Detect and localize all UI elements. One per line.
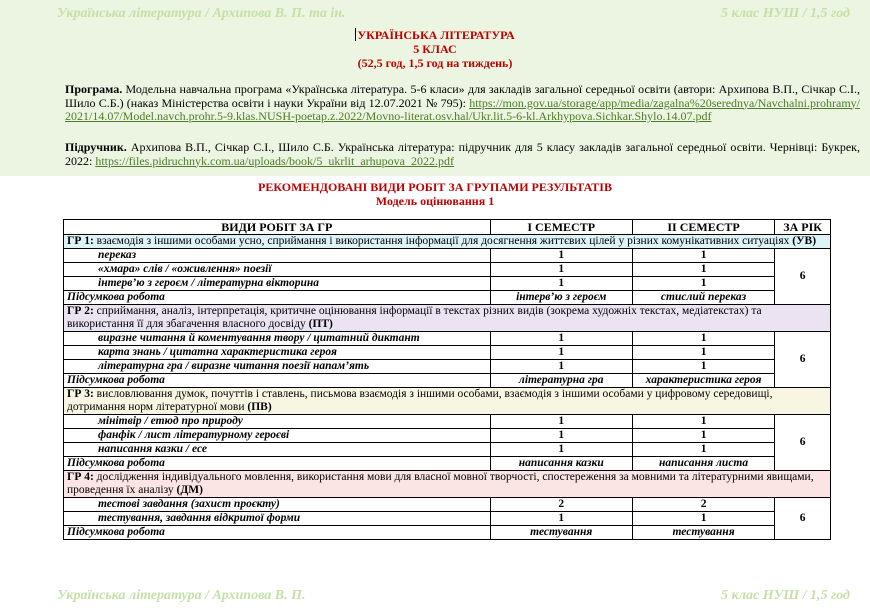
sem2-count: 1 [632, 346, 774, 360]
title-line-2: 5 КЛАС [413, 42, 457, 56]
year-total: 6 [775, 332, 831, 388]
textbook-paragraph [65, 141, 860, 168]
program-text: Модельна навчальна програма «Українська література. 5-6 класи» для закладів загальної середньої освіти (автори: Архипова В.П., Січкар С.І., Шило С.Б.) (наказ Міністерства освіти і науки України від 12.07.2021 № 795): [65, 82, 860, 110]
sem2-count: 1 [632, 277, 774, 291]
sem1-count: 1 [490, 429, 632, 443]
sem2-count: 1 [632, 443, 774, 457]
sem1-count: 1 [490, 346, 632, 360]
col-header-sem2: ІІ СЕМЕСТР [632, 220, 774, 235]
col-header-types: ВИДИ РОБІТ ЗА ГР [64, 220, 491, 235]
work-type: мінітвір / етюд про природу [64, 415, 491, 429]
table-row [64, 332, 831, 346]
table-row [64, 498, 831, 512]
sem1-count: 1 [490, 277, 632, 291]
summary-sem1: написання казки [490, 457, 632, 471]
group-row [64, 305, 831, 332]
sem2-count: 2 [632, 498, 774, 512]
group-description: ГР 2: сприймання, аналіз, інтерпретація, критичне оцінювання інформації в текстах різних видів (зокрема художніх текстах, медіатекстах) та використання її для збагачення власного досвіду (ПТ) [64, 305, 831, 332]
table-row [64, 360, 831, 374]
summary-label: Підсумкова робота [64, 291, 491, 305]
section-subtitle: Модель оцінювання 1 [375, 194, 495, 208]
sem2-count: 1 [632, 360, 774, 374]
summary-sem2: написання листа [632, 457, 774, 471]
table-row [64, 249, 831, 263]
work-type: переказ [64, 249, 491, 263]
work-type: карта знань / цитатна характеристика героя [64, 346, 491, 360]
table-row [64, 512, 831, 526]
sem2-count: 1 [632, 429, 774, 443]
table-row [64, 277, 831, 291]
work-type: фанфік / лист літературному героєві [64, 429, 491, 443]
sem2-count: 1 [632, 415, 774, 429]
group-description: ГР 3: висловлювання думок, почуттів і ставлень, письмова взаємодія з іншими особами, взаємодія з іншими особами у цифровому середовищі, дотримання норм літературної мови (ПВ) [64, 388, 831, 415]
sem2-count: 1 [632, 332, 774, 346]
summary-label: Підсумкова робота [64, 374, 491, 388]
sem2-count: 1 [632, 249, 774, 263]
sem2-count: 1 [632, 263, 774, 277]
table-header-row [64, 220, 831, 235]
textbook-link[interactable]: https://files.pidruchnyk.com.ua/uploads/book/5_ukrlit_arhupova_2022.pdf [95, 153, 454, 168]
summary-sem2: характеристика героя [632, 374, 774, 388]
table-row [64, 415, 831, 429]
sem1-count: 1 [490, 263, 632, 277]
group-description: ГР 4: дослідження індивідуального мовлення, використання мови для власної мовної творчості, спостереження за мовними та літературними явищами, проведення їх аналізу (ДМ) [64, 471, 831, 498]
year-total: 6 [775, 249, 831, 305]
group-row [64, 235, 831, 249]
program-link[interactable]: https://mon.gov.ua/storage/app/media/zagalna%20serednya/Navchalni.prohramy/2021/14.07/Model.navch.prohr.5-9.klas.NUSH-poetap.z.2022/Movno-literat.osv.hal/Ukr.lit.5-6-kl.Arkhypova.Sichkar.Shylo.14.07.pdf [65, 95, 860, 123]
summary-row [64, 526, 831, 540]
summary-sem1: інтерв’ю з героєм [490, 291, 632, 305]
sem1-count: 1 [490, 512, 632, 526]
sem1-count: 1 [490, 332, 632, 346]
section-title: РЕКОМЕНДОВАНІ ВИДИ РОБІТ ЗА ГРУПАМИ РЕЗУЛЬТАТІВ [258, 180, 612, 194]
table-row [64, 429, 831, 443]
section-heading [0, 180, 870, 208]
work-type: тестування, завдання відкритої форми [64, 512, 491, 526]
sem1-count: 1 [490, 249, 632, 263]
sem1-count: 1 [490, 415, 632, 429]
summary-row [64, 374, 831, 388]
summary-sem2: стислий переказ [632, 291, 774, 305]
summary-row [64, 457, 831, 471]
summary-sem1: літературна гра [490, 374, 632, 388]
running-footer-left: Українська література / Архипова В. П. [57, 588, 306, 603]
work-type: виразне читання й коментування твору / цитатний диктант [64, 332, 491, 346]
work-type: написання казки / есе [64, 443, 491, 457]
table-row [64, 443, 831, 457]
work-type: інтерв’ю з героєм / літературна вікторина [64, 277, 491, 291]
title-line-1: УКРАЇНСЬКА ЛІТЕРАТУРА [357, 28, 515, 42]
document-title [0, 28, 870, 70]
summary-sem1: тестування [490, 526, 632, 540]
year-total: 6 [775, 498, 831, 540]
work-type: тестові завдання (захист проєкту) [64, 498, 491, 512]
col-header-year: ЗА РІК [775, 220, 831, 235]
running-header-left: Українська література / Архипова В. П. та ін. [57, 6, 346, 21]
textbook-label: Підручник. [65, 140, 127, 154]
summary-label: Підсумкова робота [64, 457, 491, 471]
summary-label: Підсумкова робота [64, 526, 491, 540]
work-type: літературна гра / виразне читання поезії напам’ять [64, 360, 491, 374]
assessment-table [63, 219, 831, 540]
group-row [64, 471, 831, 498]
summary-row [64, 291, 831, 305]
running-header-right: 5 клас НУШ / 1,5 год [721, 6, 850, 21]
program-paragraph [65, 83, 860, 124]
title-line-3: (52,5 год, 1,5 год на тиждень) [357, 56, 513, 70]
textbook-text: Архипова В.П., Січкар С.І., Шило С.Б. Українська література: підручник для 5 класу закладів загальної середньої освіти. Чернівці: Букрек, 2022: [65, 140, 860, 168]
table-row [64, 346, 831, 360]
table-row [64, 263, 831, 277]
running-footer-right: 5 клас НУШ / 1,5 год [721, 588, 850, 603]
year-total: 6 [775, 415, 831, 471]
sem1-count: 1 [490, 360, 632, 374]
col-header-sem1: І СЕМЕСТР [490, 220, 632, 235]
sem1-count: 2 [490, 498, 632, 512]
summary-sem2: тестування [632, 526, 774, 540]
group-description: ГР 1: взаємодія з іншими особами усно, сприймання і використання інформації для досягнення життєвих цілей у різних комунікативних ситуаціях (УВ) [64, 235, 831, 249]
sem2-count: 1 [632, 512, 774, 526]
work-type: «хмара» слів / «оживлення» поезії [64, 263, 491, 277]
program-label: Програма. [65, 82, 123, 96]
group-row [64, 388, 831, 415]
sem1-count: 1 [490, 443, 632, 457]
